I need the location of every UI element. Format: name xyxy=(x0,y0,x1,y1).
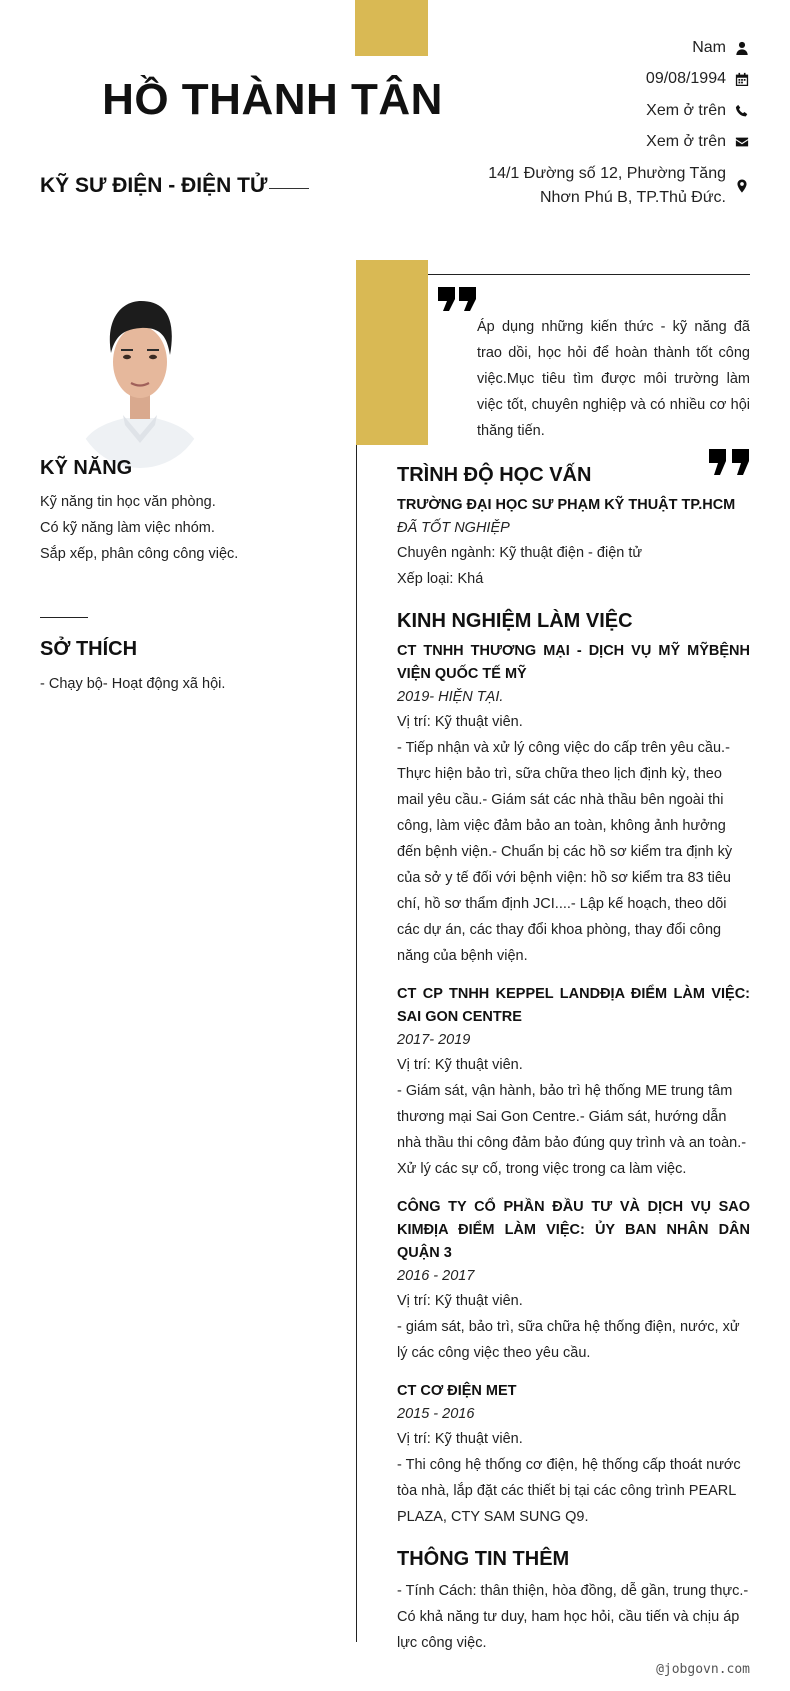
additional-info-text: - Tính Cách: thân thiện, hòa đồng, dễ gần, trung thực.- Có khả năng tư duy, ham học hỏi, cầu tiến và chịu áp lực công việc. xyxy=(397,1583,749,1651)
company-name: CÔNG TY CỔ PHẦN ĐẦU TƯ VÀ DỊCH VỤ SAO KIMĐỊA ĐIỂM LÀM VIỆC: ỦY BAN NHÂN DÂN QUẬN 3 xyxy=(397,1199,750,1261)
job-description: - giám sát, bảo trì, sữa chữa hệ thống điện, nước, xử lý các công việc theo yêu cầu. xyxy=(397,1319,740,1361)
job-title-text: KỸ SƯ ĐIỆN - ĐIỆN TỬ xyxy=(40,174,268,197)
gold-accent-block-side xyxy=(356,260,428,445)
contact-phone xyxy=(646,99,750,123)
skill-item: Sắp xếp, phân công công việc. xyxy=(40,546,239,562)
skills-list xyxy=(40,489,238,567)
education-section xyxy=(397,460,750,592)
job-description: - Tiếp nhận và xử lý công việc do cấp trên yêu cầu.- Thực hiện bảo trì, sữa chữa theo lịch định kỳ, theo mail yêu cầu.- Giám sát các nhà thầu bên ngoài thi công, làm việc đảm bảo an toàn, không ảnh hưởng đến bệnh viện.- Chuẩn bị các hồ sơ kiểm tra định kỳ của sở y tế đối với bệnh viện: hồ sơ kiểm tra 83 tiêu chí, hồ sơ thẩm định JCI....- Lập kế hoạch, theo dõi các dự án, các thay đổi khoa phòng, thay đổi công năng của bệnh viện. xyxy=(397,740,733,964)
email-text: Xem ở trên xyxy=(646,133,726,150)
candidate-name: HỒ THÀNH TÂN xyxy=(102,75,443,124)
job-description: - Thi công hệ thống cơ điện, hệ thống cấp thoát nước tòa nhà, lắp đặt các thiết bị tại các công trình PEARL PLAZA, CTY SAM SUNG Q9. xyxy=(397,1457,741,1525)
job-dates: 2019- HIỆN TẠI. xyxy=(397,689,504,705)
job-position: Vị trí: Kỹ thuật viên. xyxy=(397,1293,523,1309)
calendar-icon xyxy=(734,67,750,91)
job-position: Vị trí: Kỹ thuật viên. xyxy=(397,714,523,730)
job-entry xyxy=(397,983,750,1182)
career-objective: Áp dụng những kiến thức - kỹ năng đã trao dồi, học hỏi để hoàn thành tốt công việc.Mục tiêu tìm được môi trường làm việc tốt, chuyên nghiệp và có nhiều cơ hội thăng tiến. xyxy=(477,319,750,439)
contact-email xyxy=(646,130,750,154)
person-icon xyxy=(734,36,750,60)
dob-text: 09/08/1994 xyxy=(645,70,726,87)
job-position: Vị trí: Kỹ thuật viên. xyxy=(397,1431,523,1447)
location-pin-icon xyxy=(734,162,750,210)
additional-info-heading: THÔNG TIN THÊM xyxy=(397,1548,570,1570)
job-dates: 2016 - 2017 xyxy=(397,1268,475,1284)
contact-address xyxy=(488,162,750,210)
company-name: CT CP TNHH KEPPEL LANDĐỊA ĐIỂM LÀM VIỆC: SAI GON CENTRE xyxy=(397,986,750,1025)
gender-text: Nam xyxy=(692,39,726,56)
job-position: Vị trí: Kỹ thuật viên. xyxy=(397,1057,523,1073)
school-name: TRƯỜNG ĐẠI HỌC SƯ PHẠM KỸ THUẬT TP.HCM xyxy=(397,497,736,513)
main-content xyxy=(397,460,750,1656)
section-divider xyxy=(40,617,88,618)
hobbies-heading: SỞ THÍCH xyxy=(40,638,138,660)
education-heading: TRÌNH ĐỘ HỌC VẤN xyxy=(397,464,592,486)
experience-heading: KINH NGHIỆM LÀM VIỆC xyxy=(397,610,633,632)
skill-item: Kỹ năng tin học văn phòng. xyxy=(40,494,216,510)
skills-heading: KỸ NĂNG xyxy=(40,457,133,479)
major: Chuyên ngành: Kỹ thuật điện - điện tử xyxy=(397,545,643,561)
avatar xyxy=(75,275,205,468)
experience-section xyxy=(397,606,750,1530)
mail-icon xyxy=(734,130,750,154)
job-entry xyxy=(397,640,750,969)
gold-accent-block-top xyxy=(355,0,428,56)
job-title xyxy=(40,172,309,200)
job-description: - Giám sát, vận hành, bảo trì hệ thống ME trung tâm thương mại Sai Gon Centre.- Giám sát, hướng dẫn nhà thầu thi công đảm bảo đúng quy trình và an toàn.- Xử lý các sự cố, trong việc trong ca làm việc. xyxy=(397,1083,747,1177)
job-entry xyxy=(397,1380,750,1530)
rank: Xếp loại: Khá xyxy=(397,571,484,587)
job-title-rule xyxy=(269,188,309,189)
job-dates: 2017- 2019 xyxy=(397,1032,471,1048)
watermark: @jobgovn.com xyxy=(656,1662,750,1677)
company-name: CT TNHH THƯƠNG MẠI - DỊCH VỤ MỸ MỸBỆNH VIỆN QUỐC TẾ MỸ xyxy=(397,643,750,682)
open-quote-icon xyxy=(437,286,477,312)
hobbies-text: - Chạy bộ- Hoạt động xã hội. xyxy=(40,676,226,692)
job-entry xyxy=(397,1196,750,1366)
column-divider xyxy=(356,445,357,1642)
company-name: CT CƠ ĐIỆN MET xyxy=(397,1383,517,1399)
contact-dob xyxy=(646,67,750,91)
phone-text: Xem ở trên xyxy=(646,102,726,119)
skill-item: Có kỹ năng làm việc nhóm. xyxy=(40,520,215,536)
address-line-1: 14/1 Đường số 12, Phường Tăng xyxy=(488,165,726,182)
graduation-status: ĐÃ TỐT NGHIỆP xyxy=(397,520,510,536)
job-dates: 2015 - 2016 xyxy=(397,1406,475,1422)
objective-top-rule xyxy=(428,274,750,275)
address-line-2: Nhơn Phú B, TP.Thủ Đức. xyxy=(539,189,726,206)
address-text xyxy=(488,162,726,210)
phone-icon xyxy=(734,99,750,123)
additional-info-section xyxy=(397,1544,750,1656)
contact-gender xyxy=(692,36,750,60)
